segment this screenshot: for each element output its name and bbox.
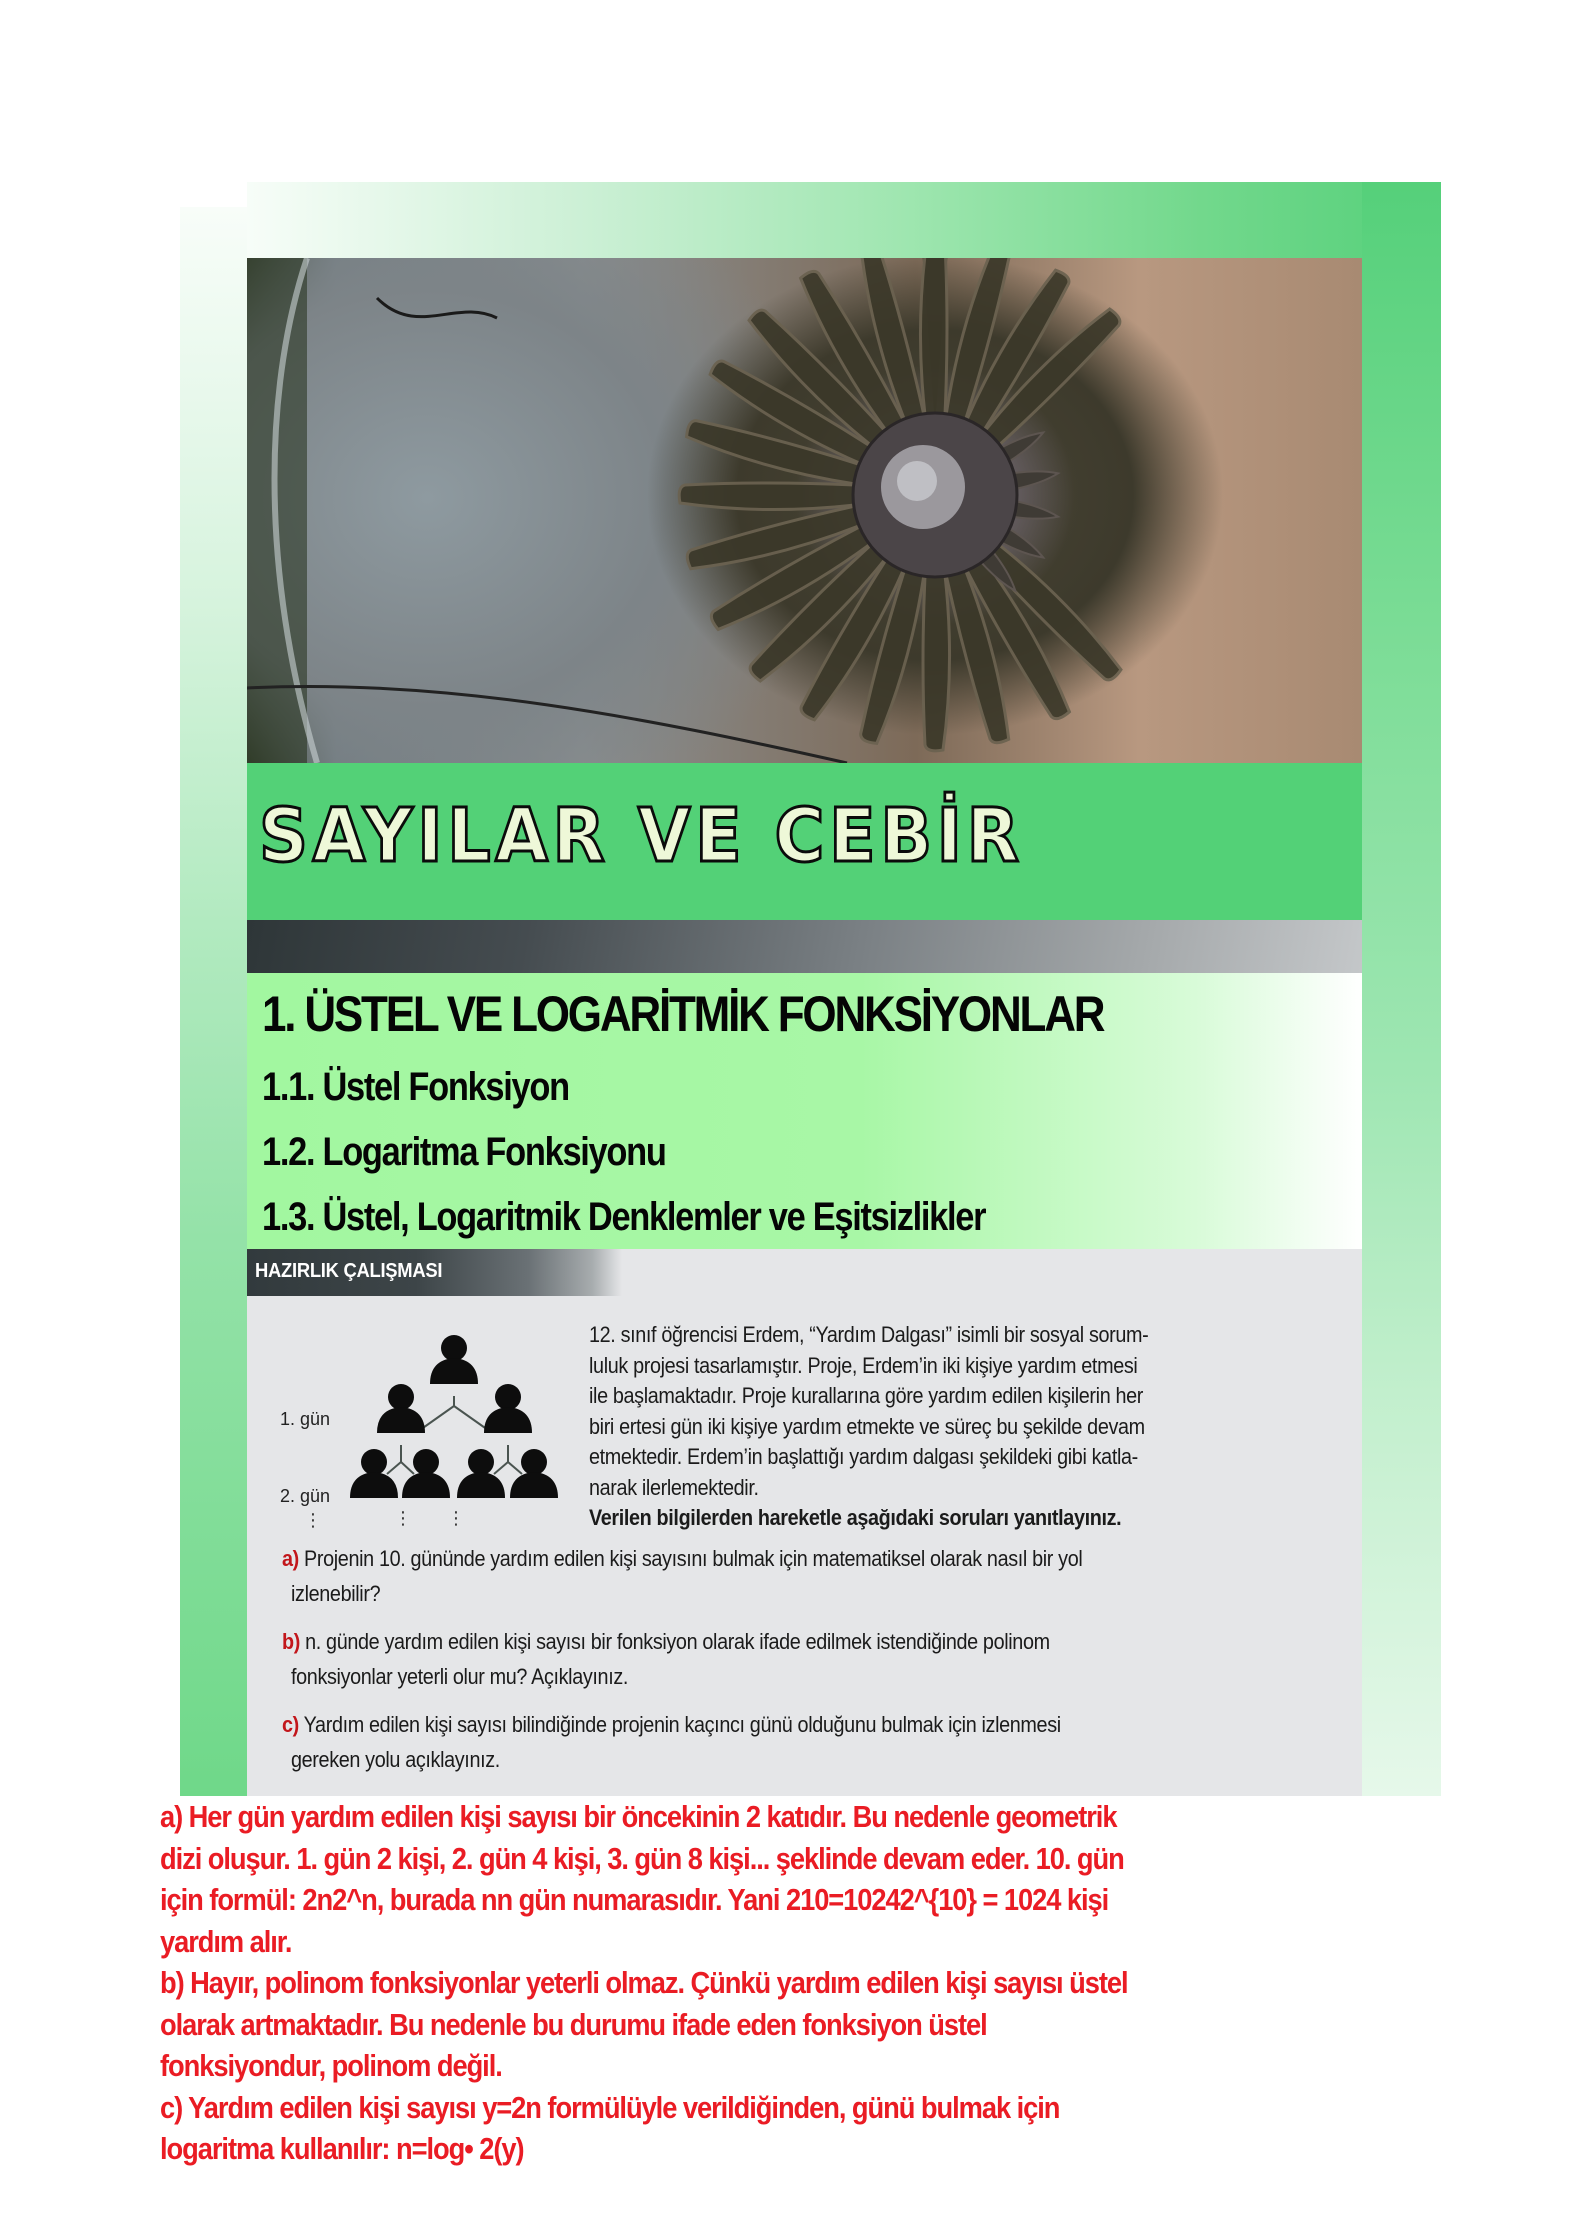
chapter-heading-block <box>247 973 1362 1249</box>
answer-block <box>160 1796 1483 2213</box>
intro-line: etmektedir. Erdem’in başlattığı yardım dalgası şekildeki gibi katla- <box>589 1444 1138 1469</box>
page-frame-top <box>247 182 1441 258</box>
section-heading: 1.3. Üstel, Logaritmik Denklemler ve Eşitsizlikler <box>262 1195 986 1239</box>
question-c <box>282 1707 1342 1777</box>
ammonite-fossil-illustration <box>247 258 1362 763</box>
intro-line: 12. sınıf öğrencisi Erdem, “Yardım Dalgası” isimli bir sosyal sorum- <box>589 1322 1149 1347</box>
question-b <box>282 1624 1342 1694</box>
unit-title-band <box>247 763 1362 920</box>
ammonite-fossil-photo <box>247 258 1362 763</box>
answer-line: a) Her gün yardım edilen kişi sayısı bir öncekinin 2 katıdır. Bu nedenle geometrik <box>160 1799 1117 1834</box>
question-text: Projenin 10. gününde yardım edilen kişi sayısını bulmak için matematiksel olarak nasıl bir yol <box>304 1546 1083 1571</box>
page-frame-right <box>1362 182 1441 1797</box>
section-heading: 1.1. Üstel Fonksiyon <box>262 1065 569 1109</box>
continuation-dots: ⋮ <box>304 1510 322 1530</box>
people-tree-icon <box>347 1314 577 1514</box>
question-letter: a) <box>282 1546 299 1571</box>
divider-bar <box>247 920 1362 973</box>
instruction: Verilen bilgilerden hareketle aşağıdaki soruları yanıtlayınız. <box>589 1505 1122 1530</box>
continuation-dots: ⋮ <box>447 1508 465 1528</box>
continuation-dots: ⋮ <box>394 1508 412 1528</box>
intro-line: narak ilerlemektedir. <box>589 1474 759 1500</box>
question-a <box>282 1541 1342 1611</box>
intro-line: biri ertesi gün iki kişiye yardım etmekte ve süreç bu şekilde devam <box>589 1413 1145 1439</box>
answer-line: için formül: 2n2^n, burada nn gün numarasıdır. Yani 210=10242^{10} = 1024 kişi <box>160 1882 1109 1917</box>
day-label: 1. gün <box>280 1409 331 1429</box>
answer-line: yardım alır. <box>160 1923 292 1959</box>
preparation-section <box>247 1249 1362 1797</box>
question-letter: c) <box>282 1712 299 1737</box>
answer-line: dizi oluşur. 1. gün 2 kişi, 2. gün 4 kişi, 3. gün 8 kişi... şeklinde devam eder. 10. gün <box>160 1840 1124 1876</box>
intro-line: ile başlamaktadır. Proje kurallarına göre yardım edilen kişilerin her <box>589 1383 1144 1408</box>
answer-line: b) Hayır, polinom fonksiyonlar yeterli olmaz. Çünkü yardım edilen kişi sayısı üstel <box>160 1965 1128 2000</box>
question-letter: b) <box>282 1629 300 1654</box>
question-text: n. günde yardım edilen kişi sayısı bir fonksiyon olarak ifade edilmek istendiğinde polinom <box>305 1629 1050 1654</box>
section-heading: 1.2. Logaritma Fonksiyonu <box>262 1130 666 1174</box>
preparation-label <box>247 1249 622 1296</box>
question-text: gereken yolu açıklayınız. <box>291 1747 500 1772</box>
intro-line: luluk projesi tasarlamıştır. Proje, Erdem’in iki kişiye yardım etmesi <box>589 1352 1138 1378</box>
answer-line: fonksiyondur, polinom değil. <box>160 2048 502 2083</box>
preparation-label-text: HAZIRLIK ÇALIŞMASI <box>255 1260 443 1282</box>
chapter-title: 1. ÜSTEL VE LOGARİTMİK FONKSİYONLAR <box>262 986 1104 1042</box>
answer-line: olarak artmaktadır. Bu nedenle bu durumu ifade eden fonksiyon üstel <box>160 2006 987 2042</box>
answer-line: logaritma kullanılır: n=log• 2(y) <box>160 2131 524 2166</box>
question-text: izlenebilir? <box>291 1581 381 1606</box>
problem-intro <box>589 1320 1319 1534</box>
question-text: fonksiyonlar yeterli olur mu? Açıklayınız. <box>291 1664 629 1689</box>
day-label: 2. gün <box>280 1486 331 1506</box>
page-frame-left <box>180 207 247 1797</box>
question-text: Yardım edilen kişi sayısı bilindiğinde projenin kaçıncı günü olduğunu bulmak için izlenmesi <box>303 1712 1061 1737</box>
unit-title: SAYILAR VE CEBİR <box>259 793 1024 879</box>
answer-line: c) Yardım edilen kişi sayısı y=2n formülüyle verildiğinden, günü bulmak için <box>160 2089 1060 2125</box>
